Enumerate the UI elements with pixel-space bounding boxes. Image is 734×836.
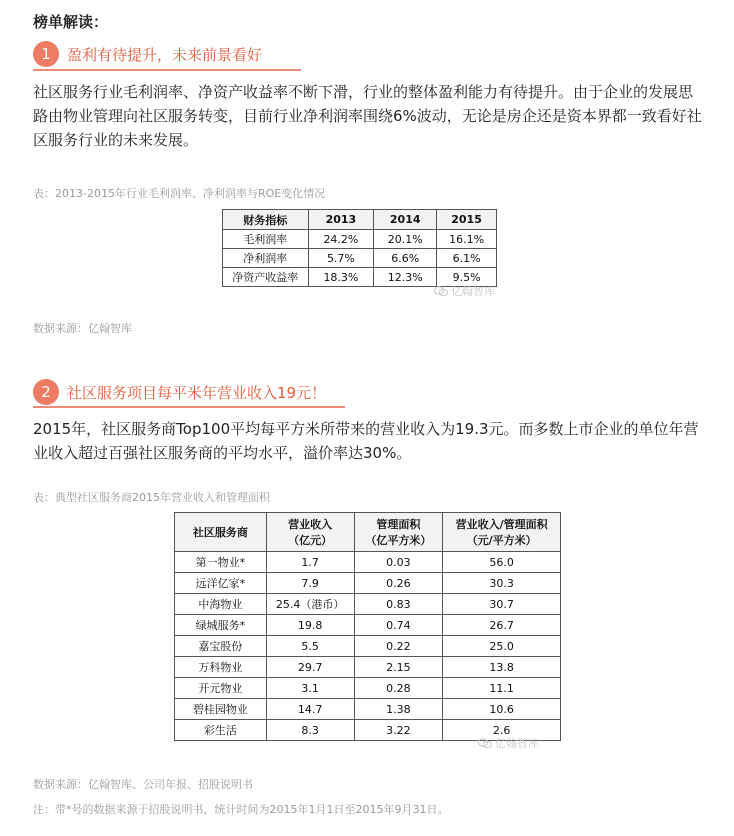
table-cell: 9.5% bbox=[437, 268, 497, 287]
table-cell: 25.0 bbox=[443, 636, 561, 657]
table-cell: 6.1% bbox=[437, 249, 497, 268]
table-cell: 第一物业* bbox=[175, 552, 267, 573]
table-cell: 7.9 bbox=[266, 573, 354, 594]
table-cell: 碧桂园物业 bbox=[175, 699, 267, 720]
section1-number-badge: 1 bbox=[33, 41, 59, 67]
table2-source: 数据来源：亿翰智库、公司年报、招股说明书 bbox=[33, 778, 253, 791]
table-cell: 30.3 bbox=[443, 573, 561, 594]
table-header-cell: 管理面积 （亿平方米） bbox=[354, 513, 443, 552]
watermark-1 bbox=[434, 283, 495, 299]
table-row bbox=[175, 636, 561, 657]
table-cell: 11.1 bbox=[443, 678, 561, 699]
section2-paragraph: 2015年，社区服务商Top100平均每平方米所带来的营业收入为19.3元。而多数上市企业的单位年营业收入超过百强社区服务商的平均水平，溢价率达30%。 bbox=[33, 420, 699, 462]
section2-number-badge: 2 bbox=[33, 379, 59, 405]
table-cell: 绿城服务* bbox=[175, 615, 267, 636]
table-cell: 嘉宝股份 bbox=[175, 636, 267, 657]
table-cell: 6.6% bbox=[374, 249, 437, 268]
section1-underline bbox=[33, 69, 301, 71]
wechat-icon bbox=[478, 738, 492, 749]
table-cell: 13.8 bbox=[443, 657, 561, 678]
table-cell: 1.7 bbox=[266, 552, 354, 573]
table2-caption: 表：典型社区服务商2015年营业收入和管理面积 bbox=[33, 491, 270, 504]
table-cell: 19.8 bbox=[266, 615, 354, 636]
table-cell: 25.4（港币） bbox=[266, 594, 354, 615]
table-cell: 1.38 bbox=[354, 699, 443, 720]
table-cell: 26.7 bbox=[443, 615, 561, 636]
table-row bbox=[223, 230, 497, 249]
page-title: 榜单解读： bbox=[33, 13, 109, 31]
table-header-cell: 社区服务商 bbox=[175, 513, 267, 552]
table-cell: 8.3 bbox=[266, 720, 354, 741]
table-cell: 18.3% bbox=[308, 268, 374, 287]
table-row bbox=[175, 594, 561, 615]
table-row bbox=[175, 699, 561, 720]
table-cell: 0.26 bbox=[354, 573, 443, 594]
wechat-icon bbox=[434, 286, 448, 297]
table-header-cell: 2013 bbox=[308, 210, 374, 230]
table-header-cell: 营业收入/管理面积 （元/平方米） bbox=[443, 513, 561, 552]
table-cell: 29.7 bbox=[266, 657, 354, 678]
section2-title: 社区服务项目每平米年营业收入19元！ bbox=[67, 383, 327, 402]
table2-note: 注：带*号的数据来源于招股说明书，统计时间为2015年1月1日至2015年9月31日。 bbox=[33, 803, 449, 816]
table-cell: 12.3% bbox=[374, 268, 437, 287]
section1-header bbox=[33, 39, 262, 69]
table-cell: 远洋亿家* bbox=[175, 573, 267, 594]
table-cell: 毛利润率 bbox=[223, 230, 309, 249]
section1-title: 盈利有待提升，未来前景看好 bbox=[67, 45, 263, 64]
table-header-cell: 2015 bbox=[437, 210, 497, 230]
table-cell: 3.1 bbox=[266, 678, 354, 699]
table-cell: 0.83 bbox=[354, 594, 443, 615]
table-cell: 净利润率 bbox=[223, 249, 309, 268]
table-cell: 24.2% bbox=[308, 230, 374, 249]
table-cell: 0.28 bbox=[354, 678, 443, 699]
table-cell: 16.1% bbox=[437, 230, 497, 249]
table-row bbox=[175, 657, 561, 678]
table-cell: 净资产收益率 bbox=[223, 268, 309, 287]
watermark-text: 亿翰智库 bbox=[451, 285, 495, 298]
table-cell: 开元物业 bbox=[175, 678, 267, 699]
table1-caption: 表：2013-2015年行业毛利润率、净利润率与ROE变化情况 bbox=[33, 187, 326, 200]
table-cell: 彩生活 bbox=[175, 720, 267, 741]
table-cell: 5.5 bbox=[266, 636, 354, 657]
table-row bbox=[175, 615, 561, 636]
table-cell: 20.1% bbox=[374, 230, 437, 249]
table-cell: 0.22 bbox=[354, 636, 443, 657]
table-cell: 万科物业 bbox=[175, 657, 267, 678]
table-cell: 0.74 bbox=[354, 615, 443, 636]
financial-metrics-table bbox=[222, 209, 497, 287]
table-cell: 2.15 bbox=[354, 657, 443, 678]
table-header-cell: 营业收入 （亿元） bbox=[266, 513, 354, 552]
service-providers-table bbox=[174, 512, 561, 741]
table-cell: 3.22 bbox=[354, 720, 443, 741]
table-row bbox=[175, 552, 561, 573]
table-cell: 14.7 bbox=[266, 699, 354, 720]
table-cell: 2.6 bbox=[443, 720, 561, 741]
section2-underline bbox=[33, 406, 345, 408]
section2-header bbox=[33, 377, 326, 407]
table1-source: 数据来源：亿翰智库 bbox=[33, 322, 132, 335]
table-cell: 10.6 bbox=[443, 699, 561, 720]
table-header-cell: 2014 bbox=[374, 210, 437, 230]
table-cell: 5.7% bbox=[308, 249, 374, 268]
table-cell: 0.03 bbox=[354, 552, 443, 573]
table-header-row bbox=[223, 210, 497, 230]
table-row bbox=[175, 678, 561, 699]
section1-paragraph: 社区服务行业毛利润率、净资产收益率不断下滑，行业的整体盈利能力有待提升。由于企业的发展思路由物业管理向社区服务转变，目前行业净利润率围绕6%波动，无论是房企还是资本界都一致看好社区服务行业的未来发展。 bbox=[33, 83, 702, 149]
table-header-cell: 财务指标 bbox=[223, 210, 309, 230]
table-row bbox=[223, 249, 497, 268]
table-cell: 中海物业 bbox=[175, 594, 267, 615]
watermark-text: 亿翰智库 bbox=[495, 737, 539, 750]
table-cell: 30.7 bbox=[443, 594, 561, 615]
table-row bbox=[175, 573, 561, 594]
table-cell: 56.0 bbox=[443, 552, 561, 573]
watermark-2 bbox=[478, 735, 539, 751]
table-header-row bbox=[175, 513, 561, 552]
